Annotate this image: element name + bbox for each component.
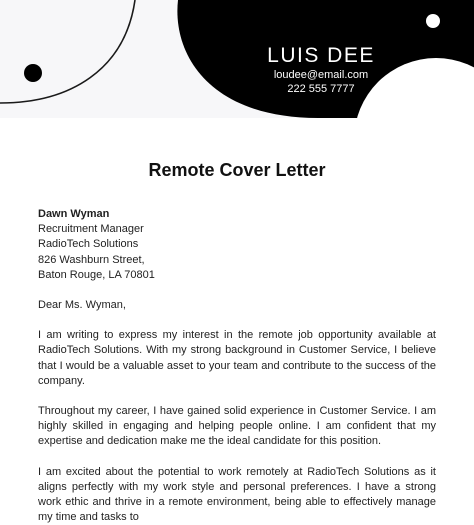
recipient-role: Recruitment Manager [38, 223, 144, 236]
recipient-company: RadioTech Solutions [38, 238, 139, 251]
sender-phone: 222 555 7777 [287, 83, 355, 95]
document-title: Remote Cover Letter [148, 160, 326, 180]
decorative-shapes [0, 0, 474, 118]
white-dot [426, 14, 440, 28]
left-arc-line [0, 0, 135, 103]
black-dot [24, 64, 42, 82]
letter-body [38, 207, 436, 525]
salutation: Dear Ms. Wyman, [38, 299, 126, 312]
recipient-street: 826 Washburn Street, [38, 253, 145, 266]
recipient-name: Dawn Wyman [38, 208, 110, 220]
letterhead [0, 0, 474, 118]
paragraph-2: Throughout my career, I have gained solid experience in Customer Service. I am highly skilled in engaging and helping people online. I am confident that my expertise and dedication make me the ideal candidate for this position. [38, 405, 436, 448]
paragraph-3: I am excited about the potential to work remotely at RadioTech Solutions as it aligns perfectly with my work style and personal preferences. I have a strong work ethic and thrive in a remote environment, being able to effectively manage my time and tasks to [38, 465, 436, 524]
sender-email: loudee@email.com [273, 69, 369, 81]
recipient-block [38, 207, 436, 283]
recipient-city: Baton Rouge, LA 70801 [38, 268, 155, 281]
sender-name: LUIS DEE [267, 44, 375, 67]
sender-info [250, 44, 392, 96]
paragraph-1: I am writing to express my interest in the remote job opportunity available at RadioTech Solutions. With my strong background in Customer Service, I believe that I would be a valuable asset to your team and contribute to the success of the company. [38, 329, 436, 387]
